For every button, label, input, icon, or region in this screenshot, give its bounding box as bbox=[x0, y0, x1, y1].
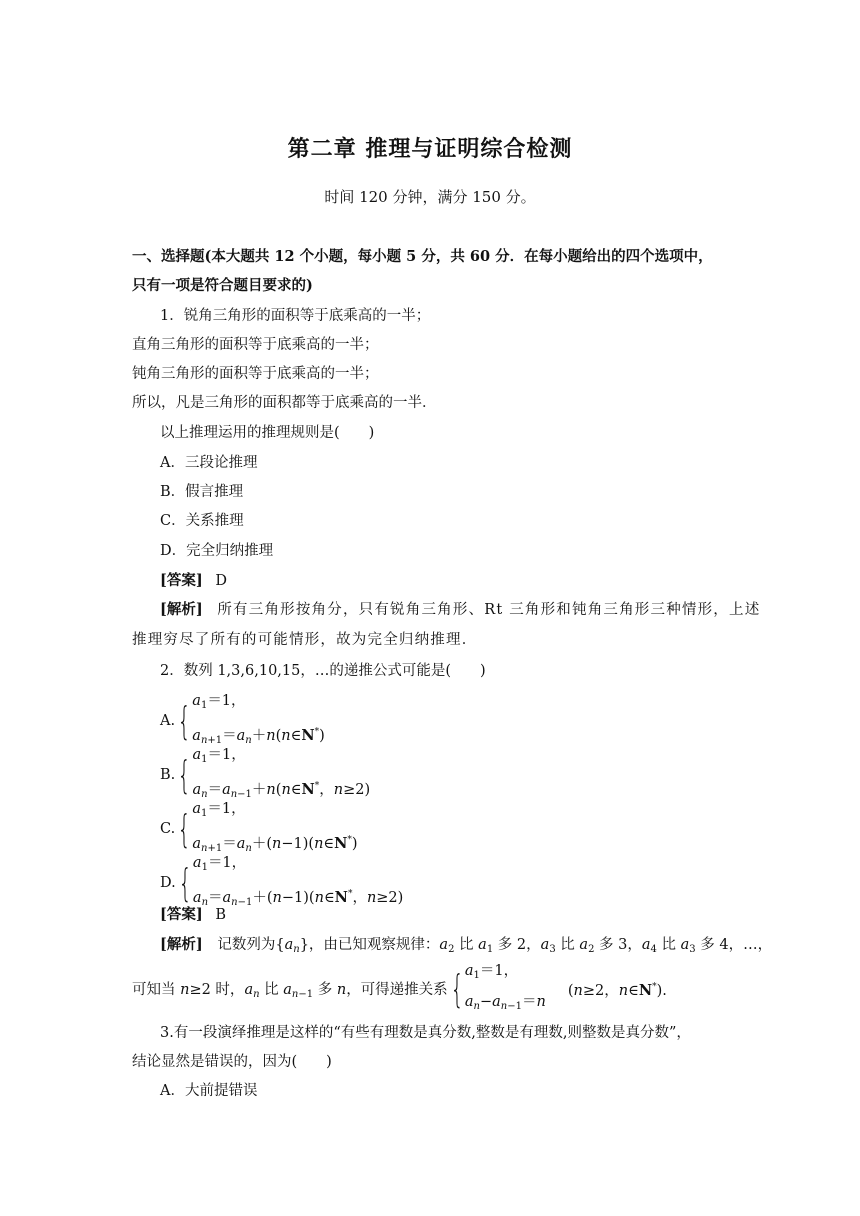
q1-stem-line1: 1．锐角三角形的面积等于底乘高的一半； bbox=[160, 308, 431, 324]
q1-analysis-line1 bbox=[160, 600, 760, 620]
q2-analysis-line2: 可知当 n≥2 时，$a_n$ 比 $a_{n-1}$ 多 n，可得递推关系 { $a_1=1$， $a_n-a_{n-1}=n$ (n≥2，n∈N*). bbox=[132, 963, 667, 1012]
analysis-text: 记数列为$\{a_n\}$，由已知观察规律：$a_2$ 比 $a_1$ 多 2，$a_3$ 比 $a_2$ 多 3，$a_4$ 比 $a_3$ 多 4，…， bbox=[217, 937, 773, 955]
option-letter: A. bbox=[160, 713, 176, 729]
q1-option-a: A．三段论推理 bbox=[160, 455, 258, 471]
option-letter: C. bbox=[160, 821, 176, 837]
q2-analysis-line1 bbox=[160, 935, 772, 960]
brace-icon: { bbox=[177, 753, 192, 797]
q3-option-a: A．大前提错误 bbox=[160, 1083, 258, 1099]
exam-info: 时间 120 分钟，满分 150 分。 bbox=[324, 188, 536, 206]
q3-stem-line2: 结论显然是错误的，因为( ) bbox=[132, 1054, 332, 1070]
q1-answer bbox=[160, 571, 227, 591]
q2-option-b: B. { $a_1=1$， $a_n=a_{n-1}+n(n\in N^*$，n≥2) bbox=[160, 747, 371, 800]
brace-icon: { bbox=[450, 967, 464, 1011]
analysis-label: [解析] bbox=[160, 936, 203, 953]
q1-stem-line5: 以上推理运用的推理规则是( ) bbox=[160, 425, 375, 441]
section-heading-line1: 一、选择题(本大题共 12 个小题，每小题 5 分，共 60 分．在每小题给出的四个选项中， bbox=[132, 248, 713, 265]
brace-icon: { bbox=[177, 699, 191, 743]
option-letter: B. bbox=[160, 767, 176, 783]
q1-option-b: B．假言推理 bbox=[160, 484, 244, 500]
q2-stem: 2．数列 1,3,6,10,15，…的递推公式可能是( ) bbox=[160, 663, 486, 679]
q2-option-c: C. { $a_1=1$， $a_{n+1}=a_n+(n-1)(n\in N^*)$ bbox=[160, 801, 358, 854]
answer-label: [答案] bbox=[160, 572, 203, 589]
q3-stem-line1: 3.有一段演绎推理是这样的“有些有理数是真分数,整数是有理数,则整数是真分数”， bbox=[160, 1025, 691, 1041]
brace-icon: { bbox=[177, 807, 191, 851]
q1-stem-line2: 直角三角形的面积等于底乘高的一半； bbox=[132, 337, 379, 353]
q2-answer bbox=[160, 905, 226, 925]
analysis-label: [解析] bbox=[160, 601, 203, 618]
analysis-text: 所有三角形按角分，只有锐角三角形、Rt 三角形和钝角三角形三种情形，上述 bbox=[217, 602, 761, 618]
q2-option-d: D. { $a_1=1$， $a_n=a_{n-1}+(n-1)(n\in N^*$，n≥2) bbox=[160, 855, 404, 908]
option-letter: D. bbox=[160, 875, 176, 891]
q1-stem-line3: 钝角三角形的面积等于底乘高的一半； bbox=[132, 366, 379, 382]
answer-value: D bbox=[215, 573, 227, 589]
q2-option-a: A. { $a_1=1$， $a_{n+1}=a_n+n(n\in N^*)$ bbox=[160, 693, 325, 746]
q1-stem-line4: 所以，凡是三角形的面积都等于底乘高的一半． bbox=[132, 395, 437, 411]
q1-option-c: C．关系推理 bbox=[160, 513, 244, 529]
answer-label: [答案] bbox=[160, 906, 203, 923]
section-heading-line2: 只有一项是符合题目要求的) bbox=[132, 277, 313, 294]
page-title: 第二章 推理与证明综合检测 bbox=[287, 136, 573, 162]
answer-value: B bbox=[215, 907, 226, 923]
brace-icon: { bbox=[178, 861, 192, 905]
q1-analysis-line2: 推理穷尽了所有的可能情形，故为完全归纳推理． bbox=[132, 632, 478, 648]
q1-option-d: D．完全归纳推理 bbox=[160, 543, 274, 559]
